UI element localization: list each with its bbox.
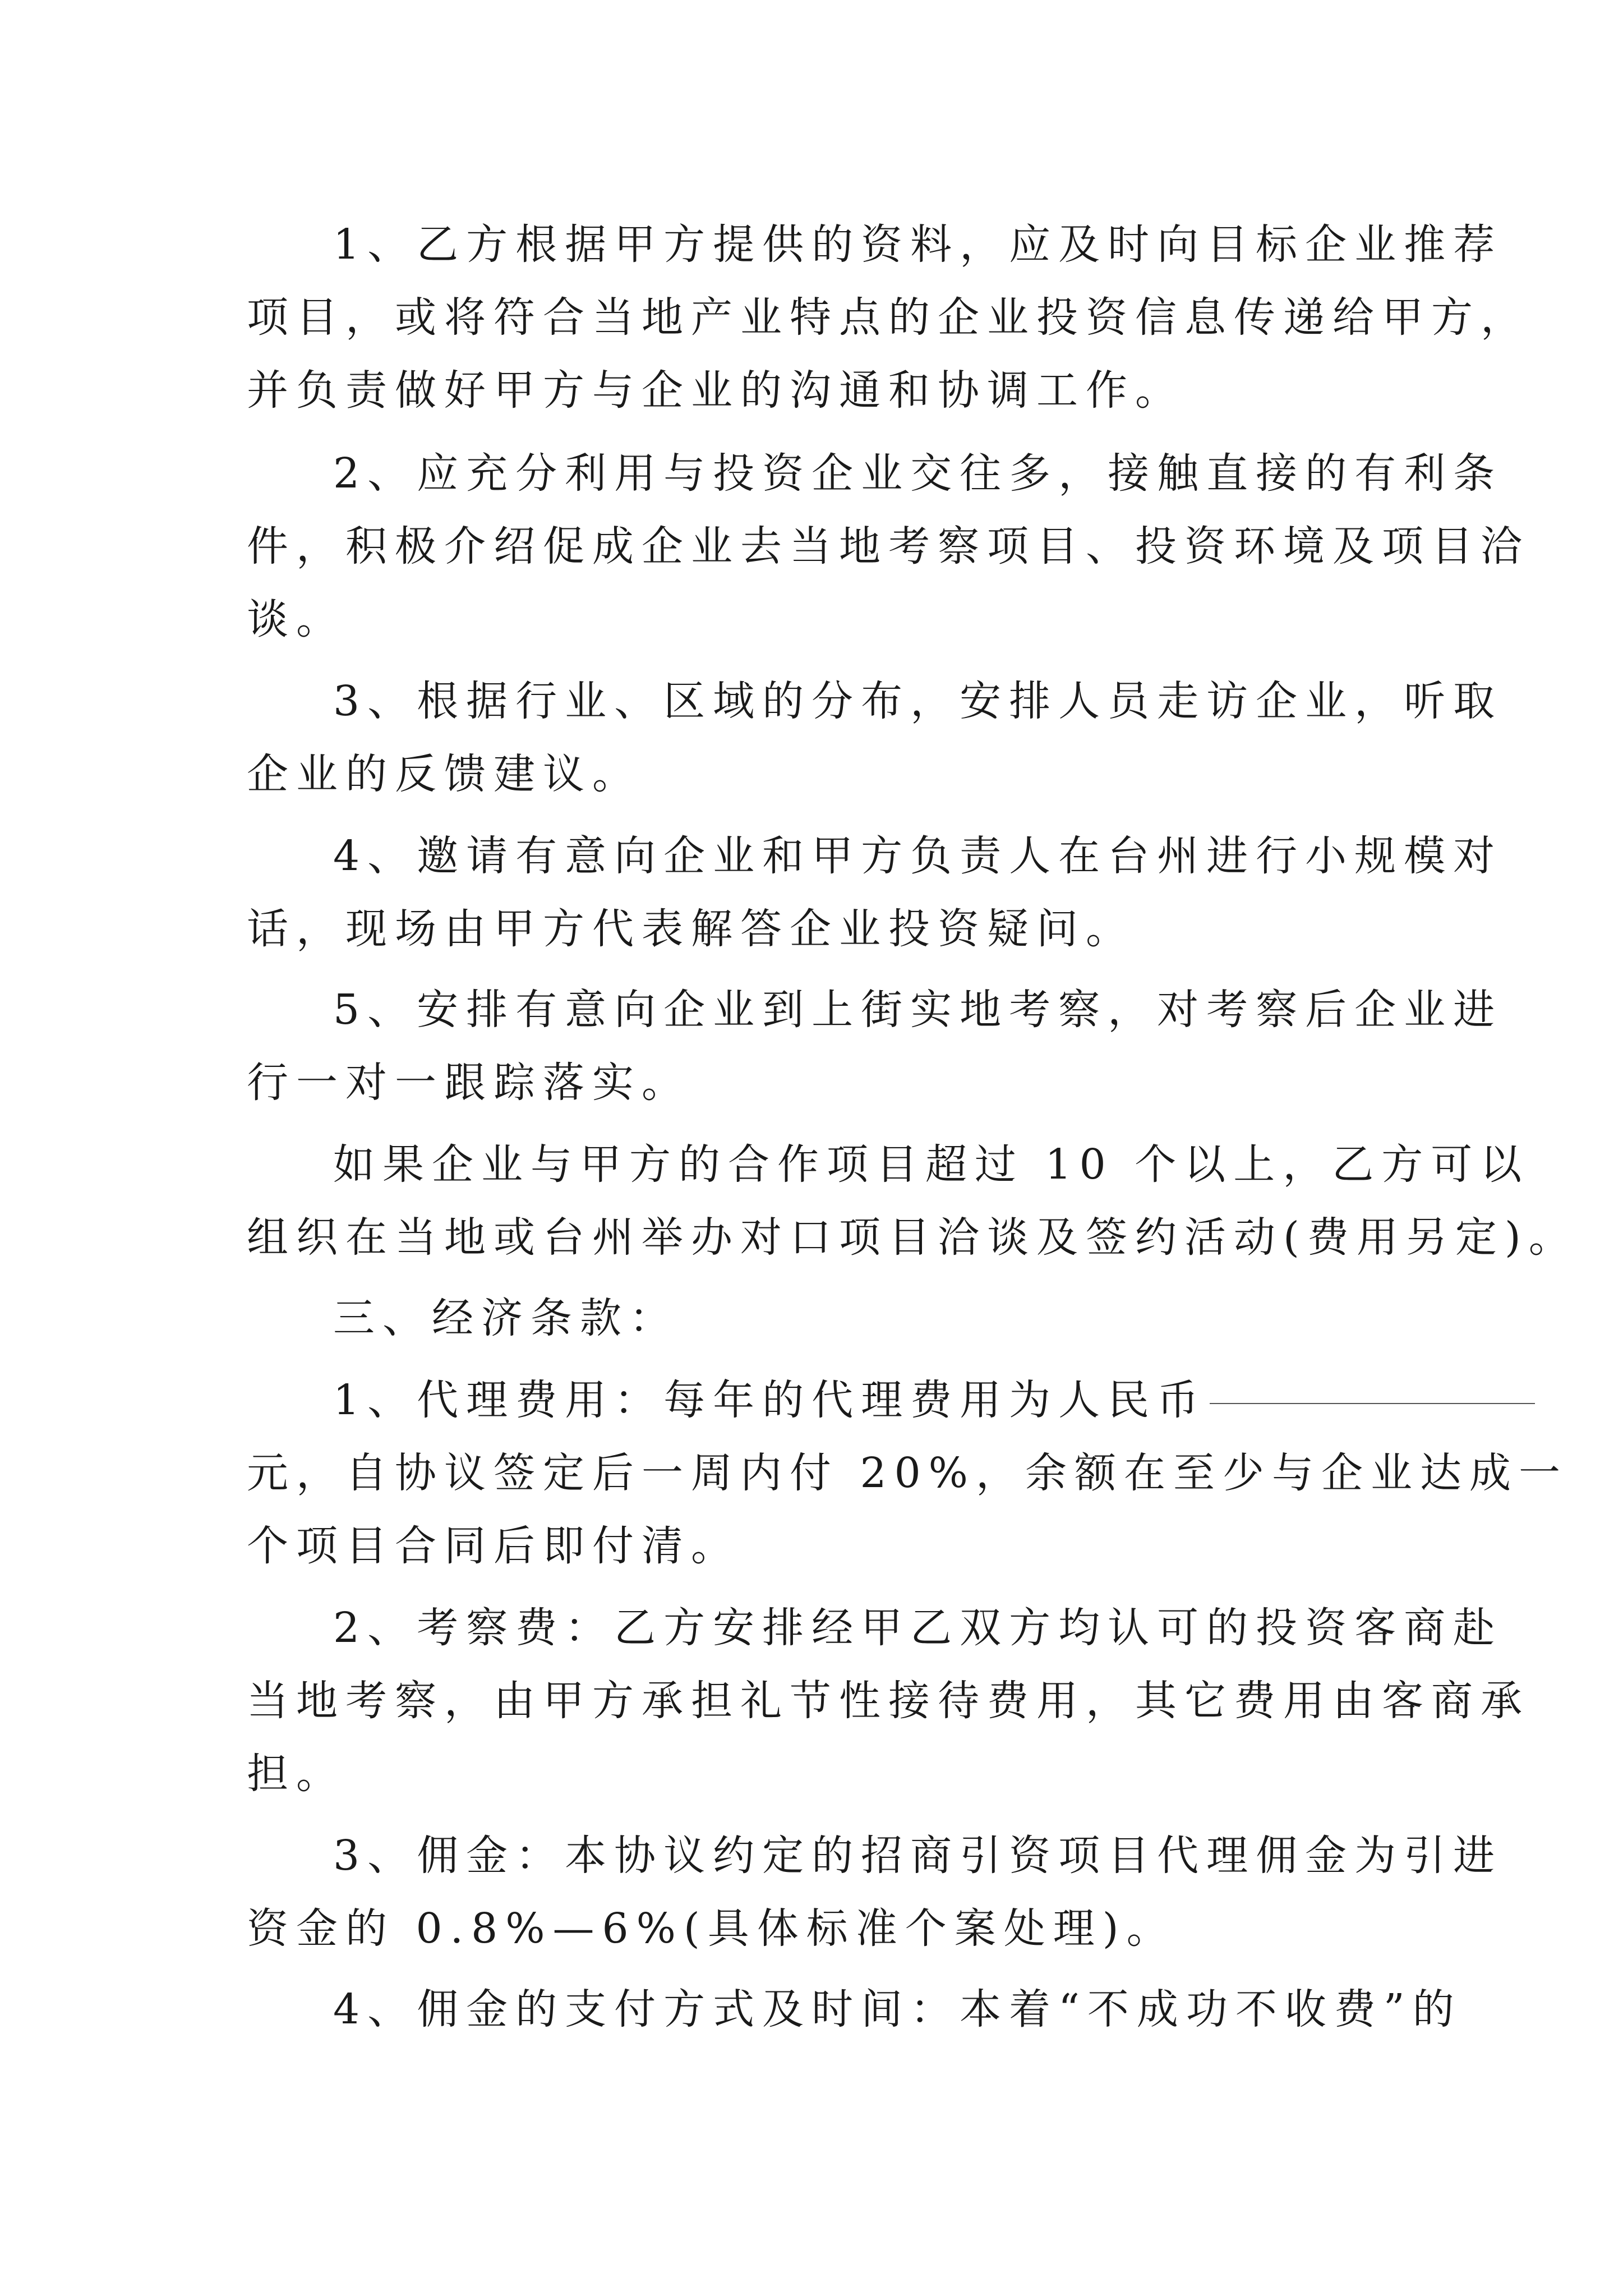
paragraph-extra-line-2: 组织在当地或台州举办对口项目洽谈及签约活动(费用另定)。	[247, 1213, 1578, 1262]
inspection-fee-line-3: 担。	[247, 1750, 345, 1798]
clause-1-line-2: 项目，或将符合当地产业特点的企业投资信息传递给甲方，	[247, 293, 1530, 342]
commission-line-1: 3、佣金：本协议约定的招商引资项目代理佣金为引进	[333, 1832, 1503, 1880]
clause-1-line-3: 并负责做好甲方与企业的沟通和协调工作。	[247, 366, 1184, 415]
clause-2-line-1: 2、应充分利用与投资企业交往多，接触直接的有利条	[333, 449, 1503, 498]
fee-clause-line-2: 元，自协议签定后一周内付 20%，余额在至少与企业达成一	[247, 1449, 1568, 1497]
clause-5-line-1: 5、安排有意向企业到上街实地考察，对考察后企业进	[333, 986, 1503, 1034]
clause-4-line-2: 话，现场由甲方代表解答企业投资疑问。	[247, 905, 1135, 953]
fee-clause-line-3: 个项目合同后即付清。	[247, 1522, 740, 1570]
inspection-fee-line-2: 当地考察，由甲方承担礼节性接待费用，其它费用由客商承	[247, 1677, 1530, 1725]
clause-5-line-2: 行一对一跟踪落实。	[247, 1059, 691, 1107]
section-heading-economic-terms: 三、经济条款：	[333, 1294, 679, 1342]
clause-3-line-1: 3、根据行业、区域的分布，安排人员走访企业，听取	[333, 677, 1503, 725]
clause-2-line-2: 件，积极介绍促成企业去当地考察项目、投资环境及项目洽	[247, 522, 1530, 570]
inspection-fee-line-1: 2、考察费：乙方安排经甲乙双方均认可的投资客商赴	[333, 1604, 1503, 1652]
paragraph-extra-line-1: 如果企业与甲方的合作项目超过 10 个以上，乙方可以	[333, 1140, 1530, 1189]
fee-clause-text: 1、代理费用：每年的代理费用为人民币	[333, 1376, 1207, 1424]
clause-3-line-2: 企业的反馈建议。	[247, 750, 642, 798]
clause-2-line-3: 谈。	[247, 595, 345, 643]
clause-1-line-1: 1、乙方根据甲方提供的资料，应及时向目标企业推荐	[333, 220, 1503, 269]
fee-clause-line-1	[333, 1372, 1516, 1428]
clause-4-line-1: 4、邀请有意向企业和甲方负责人在台州进行小规模对	[333, 832, 1503, 880]
commission-line-2: 资金的 0.8%—6%(具体标准个案处理)。	[247, 1904, 1176, 1953]
amount-blank-underline	[1210, 1403, 1535, 1404]
payment-terms-line-1: 4、佣金的支付方式及时间：本着“不成功不收费”的	[333, 1985, 1462, 2033]
